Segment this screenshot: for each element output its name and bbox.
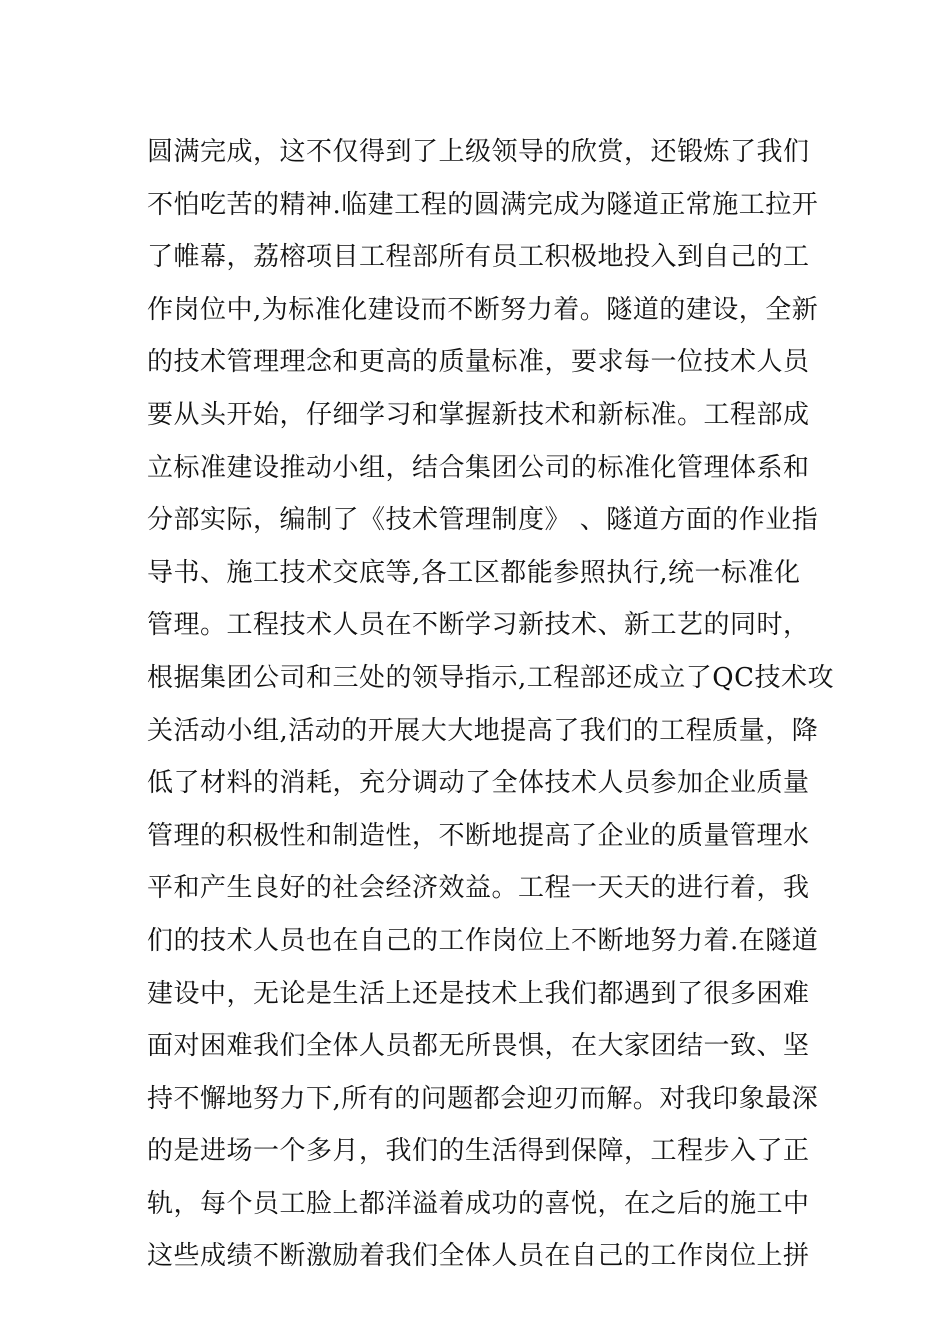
text-line: 管理。工程技术人员在不断学习新技术、新工艺的同时， (147, 610, 810, 641)
text-line: 导书、施工技术交底等,各工区都能参照执行,统一标准化 (147, 557, 801, 588)
text-line: 圆满完成，这不仅得到了上级领导的欣赏，还锻炼了我们 (147, 137, 810, 167)
text-line: 作岗位中,为标准化建设而不断努力着。隧道的建设，全新 (147, 294, 819, 325)
text-line: 的是进场一个多月，我们的生活得到保障，工程步入了正 (147, 1136, 810, 1167)
text-line: 面对困难我们全体人员都无所畏惧，在大家团结一致、坚 (147, 1031, 810, 1062)
text-line: 的技术管理理念和更高的质量标准，要求每一位技术人员 (147, 347, 810, 378)
text-line: 关活动小组,活动的开展大大地提高了我们的工程质量，降 (147, 715, 819, 746)
text-line: 这些成绩不断激励着我们全体人员在自己的工作岗位上拼 (147, 1241, 810, 1272)
text-line: 低了材料的消耗，充分调动了全体技术人员参加企业质量 (147, 768, 810, 799)
text-line: 平和产生良好的社会经济效益。工程一天天的进行着，我 (147, 873, 810, 904)
text-line: 们的技术人员也在自己的工作岗位上不断地努力着.在隧道 (147, 925, 819, 956)
text-line: 管理的积极性和制造性，不断地提高了企业的质量管理水 (147, 820, 810, 851)
text-line: 轨，每个员工脸上都洋溢着成功的喜悦，在之后的施工中 (147, 1188, 810, 1219)
text-line: 持不懈地努力下,所有的问题都会迎刃而解。对我印象最深 (147, 1083, 819, 1114)
text-line: 建设中，无论是生活上还是技术上我们都遇到了很多困难 (147, 978, 810, 1009)
text-line: 分部实际，编制了《技术管理制度》 、隧道方面的作业指 (147, 505, 819, 536)
text-line: 要从头开始，仔细学习和掌握新技术和新标准。工程部成 (147, 399, 810, 430)
text-line: 立标准建设推动小组，结合集团公司的标准化管理体系和 (147, 452, 810, 483)
text-line: 不怕吃苦的精神.临建工程的圆满完成为隧道正常施工拉开 (147, 189, 819, 220)
text-line: 根据集团公司和三处的领导指示,工程部还成立了QC技术攻 (147, 662, 834, 693)
body-paragraph (147, 130, 834, 1287)
text-line: 了帷幕，荔榕项目工程部所有员工积极地投入到自己的工 (147, 242, 810, 273)
